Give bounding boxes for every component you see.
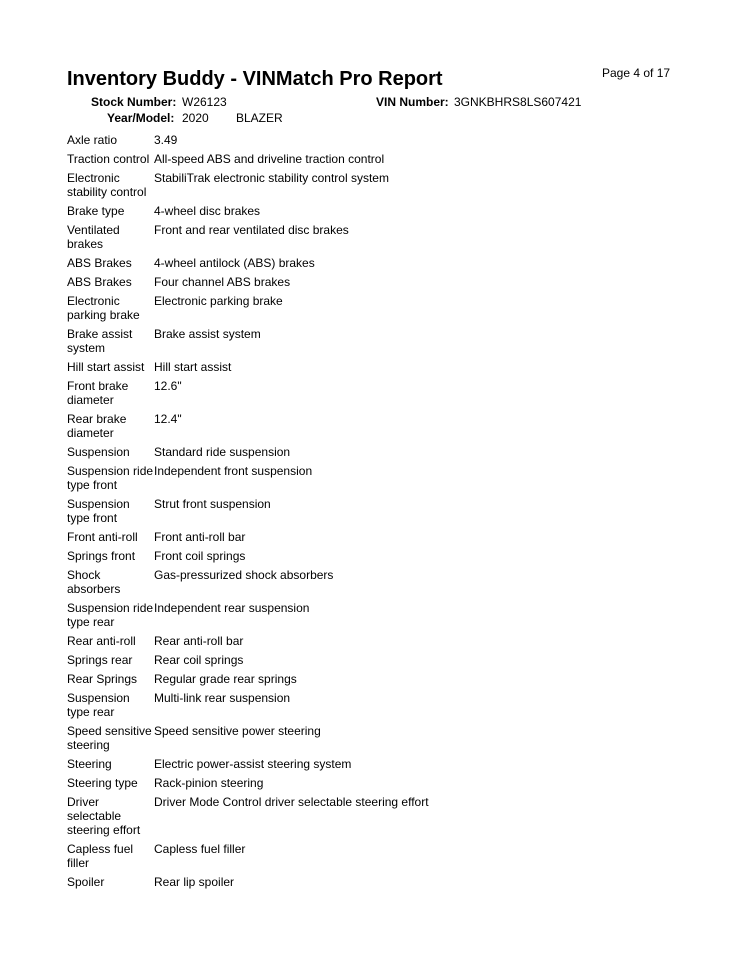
spec-label: Steering type	[67, 776, 138, 790]
spec-label: Suspension	[67, 445, 130, 459]
spec-label: ABS Brakes	[67, 275, 132, 289]
spec-value: 12.6"	[154, 379, 182, 393]
spec-label: Electronic stability control	[67, 171, 147, 199]
spec-row	[67, 412, 687, 440]
year-model-label: Year/Model:	[107, 111, 175, 125]
spec-row	[67, 256, 687, 270]
spec-value: All-speed ABS and driveline traction control	[154, 152, 385, 166]
spec-value: Rear lip spoiler	[154, 875, 235, 889]
spec-label: Springs front	[67, 549, 136, 563]
spec-value: Gas-pressurized shock absorbers	[154, 568, 334, 582]
spec-value: Four channel ABS brakes	[154, 275, 291, 289]
spec-label: Hill start assist	[67, 360, 145, 374]
spec-row	[67, 724, 687, 752]
spec-row	[67, 497, 687, 525]
year-value: 2020	[182, 111, 209, 125]
spec-value: StabiliTrak electronic stability control system	[154, 171, 389, 185]
spec-row	[67, 133, 687, 147]
spec-row	[67, 223, 687, 251]
spec-label: Electronic parking brake	[67, 294, 140, 322]
spec-value: Hill start assist	[154, 360, 232, 374]
report-title: Inventory Buddy - VINMatch Pro Report	[67, 68, 443, 90]
spec-value: Speed sensitive power steering	[154, 724, 321, 738]
spec-value: Rear anti-roll bar	[154, 634, 244, 648]
spec-row	[67, 875, 687, 889]
spec-label: Speed sensitive steering	[67, 724, 152, 752]
spec-row	[67, 171, 687, 199]
model-value: BLAZER	[236, 111, 283, 125]
spec-row	[67, 379, 687, 407]
spec-value: 12.4"	[154, 412, 182, 426]
page-number: Page 4 of 17	[602, 66, 671, 80]
spec-label: Brake type	[67, 204, 125, 218]
spec-row	[67, 757, 687, 771]
spec-value: Capless fuel filler	[154, 842, 246, 856]
vin-number-label: VIN Number:	[376, 95, 449, 109]
spec-row	[67, 653, 687, 667]
spec-label: Springs rear	[67, 653, 133, 667]
spec-value: Brake assist system	[154, 327, 261, 341]
spec-label: Steering	[67, 757, 112, 771]
spec-label: Shock absorbers	[67, 568, 121, 596]
spec-label: Rear anti-roll	[67, 634, 136, 648]
spec-value: Rear coil springs	[154, 653, 244, 667]
spec-value: Front coil springs	[154, 549, 246, 563]
spec-row	[67, 776, 687, 790]
spec-label: Suspension ride type rear	[67, 601, 154, 629]
spec-value: Independent rear suspension	[154, 601, 310, 615]
spec-label: Ventilated brakes	[67, 223, 120, 251]
spec-value: Standard ride suspension	[154, 445, 291, 459]
spec-label: Rear Springs	[67, 672, 138, 686]
spec-value: Driver Mode Control driver selectable steering effort	[154, 795, 429, 809]
spec-row	[67, 327, 687, 355]
spec-value: 3.49	[154, 133, 178, 147]
stock-number-label: Stock Number:	[91, 95, 177, 109]
spec-row	[67, 601, 687, 629]
spec-label: Axle ratio	[67, 133, 118, 147]
spec-label: Spoiler	[67, 875, 105, 889]
spec-label: Rear brake diameter	[67, 412, 127, 440]
spec-row	[67, 842, 687, 870]
spec-value: 4-wheel disc brakes	[154, 204, 261, 218]
stock-number-value: W26123	[182, 95, 227, 109]
spec-row	[67, 795, 687, 837]
spec-value: Strut front suspension	[154, 497, 271, 511]
spec-value: Front and rear ventilated disc brakes	[154, 223, 349, 237]
spec-label: Suspension ride type front	[67, 464, 154, 492]
spec-label: Capless fuel filler	[67, 842, 134, 870]
spec-list	[67, 133, 687, 894]
spec-value: Front anti-roll bar	[154, 530, 246, 544]
spec-row	[67, 691, 687, 719]
spec-row	[67, 464, 687, 492]
spec-label: Driver selectable steering effort	[67, 795, 141, 837]
spec-row	[67, 204, 687, 218]
spec-label: Traction control	[67, 152, 150, 166]
spec-value: Regular grade rear springs	[154, 672, 297, 686]
spec-label: Front brake diameter	[67, 379, 129, 407]
spec-row	[67, 152, 687, 166]
spec-value: 4-wheel antilock (ABS) brakes	[154, 256, 315, 270]
spec-row	[67, 275, 687, 289]
spec-label: Suspension type rear	[67, 691, 130, 719]
spec-value: Independent front suspension	[154, 464, 313, 478]
spec-row	[67, 549, 687, 563]
spec-value: Electronic parking brake	[154, 294, 283, 308]
spec-label: Brake assist system	[67, 327, 133, 355]
spec-row	[67, 634, 687, 648]
spec-value: Rack-pinion steering	[154, 776, 264, 790]
spec-row	[67, 294, 687, 322]
spec-row	[67, 530, 687, 544]
spec-label: Front anti-roll	[67, 530, 138, 544]
spec-row	[67, 360, 687, 374]
spec-row	[67, 445, 687, 459]
spec-row	[67, 568, 687, 596]
spec-row	[67, 672, 687, 686]
spec-label: ABS Brakes	[67, 256, 132, 270]
spec-value: Electric power-assist steering system	[154, 757, 352, 771]
vin-number-value: 3GNKBHRS8LS607421	[454, 95, 582, 109]
spec-value: Multi-link rear suspension	[154, 691, 291, 705]
spec-label: Suspension type front	[67, 497, 130, 525]
